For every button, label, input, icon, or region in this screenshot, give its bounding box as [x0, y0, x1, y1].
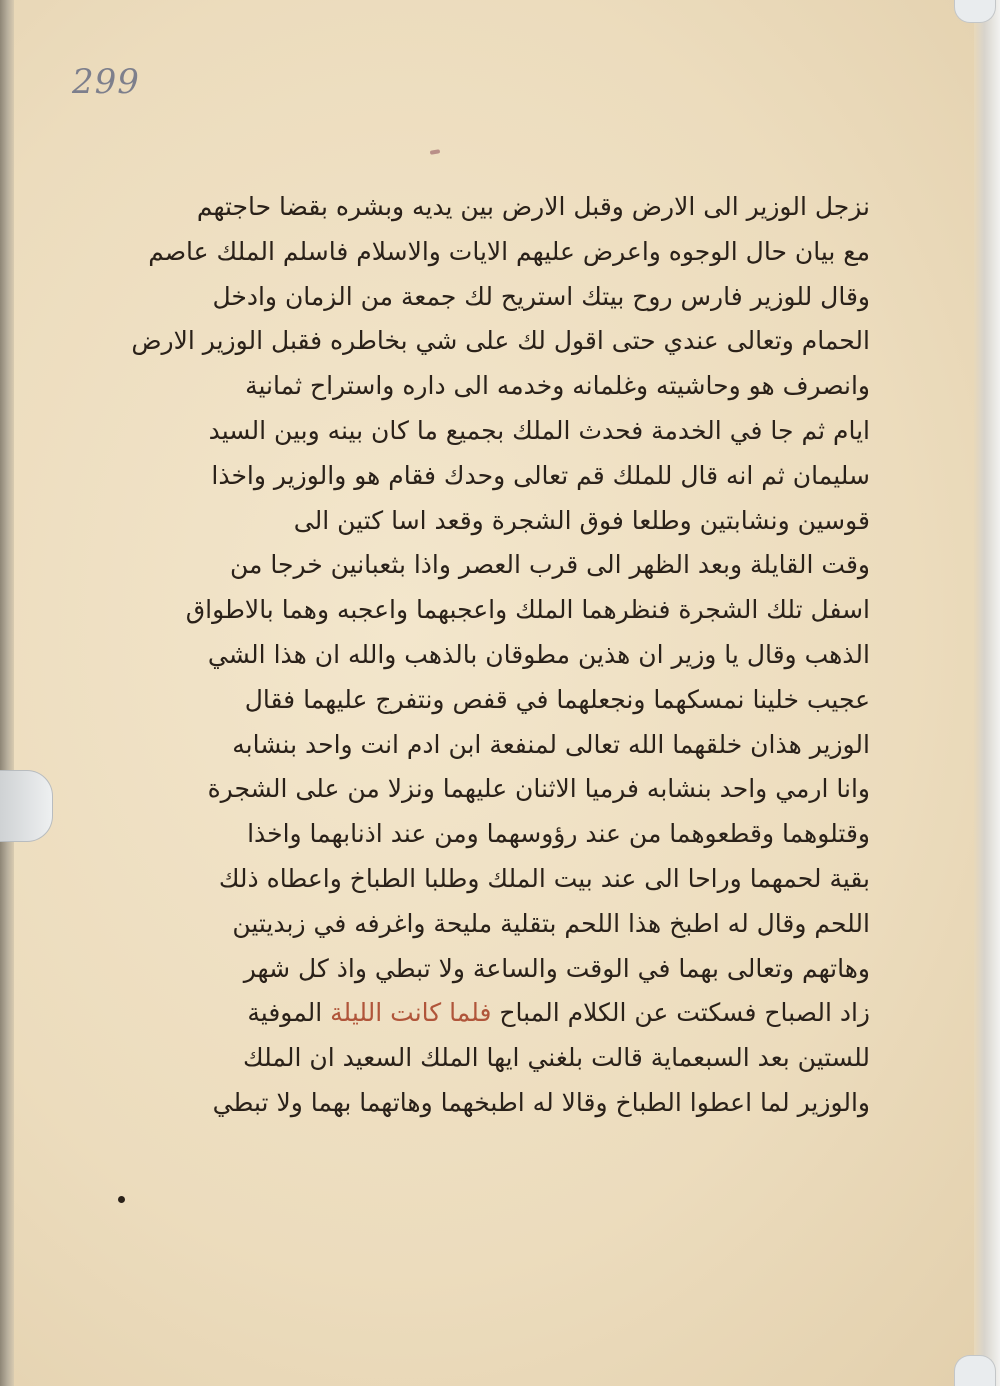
text-line: قوسين ونشابتين وطلعا فوق الشجرة وقعد اسا كتين الى: [293, 505, 870, 535]
text-line: وقتلوهما وقطعوهما من عند رؤوسهما ومن عند اذنابهما واخذا: [247, 819, 870, 849]
text-line: ايام ثم جا في الخدمة فحدث الملك بجميع ما كان بينه وبين السيد: [208, 415, 870, 445]
top-clip: [954, 0, 996, 23]
folio-number: 299: [72, 62, 140, 102]
text-line: عجيب خلينا نمسكهما ونجعلهما في قفص ونتفرج عليهما فقال: [244, 684, 870, 714]
text-line: للستين بعد السبعماية قالت بلغني ايها الملك السعيد ان الملك: [243, 1043, 870, 1073]
text-line: اسفل تلك الشجرة فنظرهما الملك واعجبهما واعجبه وهما بالاطواق: [185, 595, 870, 625]
text-line: الحمام وتعالى عندي حتى اقول لك على شي بخاطره فقبل الوزير الارض: [131, 326, 870, 356]
rubric-text: فلما كانت الليلة: [330, 998, 492, 1028]
text-line: وقال للوزير فارس روح بيتك استريح لك جمعة من الزمان وادخل: [212, 281, 870, 311]
binding-clip: [0, 770, 53, 842]
page-gutter: [0, 0, 14, 1386]
text-line: والوزير لما اعطوا الطباخ وقالا له اطبخهما وهاتهما بهما ولا تبطي: [212, 1087, 870, 1117]
text-line: وقت القايلة وبعد الظهر الى قرب العصر واذا بثعبانين خرجا من: [230, 550, 870, 580]
text-line: مع بيان حال الوجوه واعرض عليهم الايات والاسلام فاسلم الملك عاصم: [148, 236, 870, 266]
text-line: زاد الصباح فسكتت عن الكلام المباح فلما كانت الليلة الموفية: [247, 998, 870, 1028]
bottom-clip: [954, 1355, 996, 1386]
manuscript-text: [131, 185, 870, 1126]
text-line: الوزير هذان خلقهما الله تعالى لمنفعة ابن ادم انت واحد بنشابه: [232, 729, 870, 759]
text-line: وانا ارمي واحد بنشابه فرميا الاثنان عليهما ونزلا من على الشجرة: [207, 774, 870, 804]
text-line: الذهب وقال يا وزير ان هذين مطوقان بالذهب والله ان هذا الشي: [207, 639, 870, 669]
text-line: نزجل الوزير الى الارض وقبل الارض بين يديه وبشره بقضا حاجتهم: [196, 192, 870, 221]
text-line: وانصرف هو وحاشيته وغلمانه وخدمه الى داره واستراح ثمانية: [245, 371, 870, 401]
ink-stain: [430, 149, 441, 155]
text-line: بقية لحمهما وراحا الى عند بيت الملك وطلبا الطباخ واعطاه ذلك: [218, 863, 870, 893]
page-edge: [974, 0, 1000, 1386]
ink-dot: [118, 1196, 125, 1203]
text-line: سليمان ثم انه قال للملك قم تعالى وحدك فقام هو والوزير واخذا: [211, 460, 870, 490]
text-line: اللحم وقال له اطبخ هذا اللحم بتقلية مليحة واغرفه في زبديتين: [232, 908, 870, 938]
text-line: وهاتهم وتعالى بهما في الوقت والساعة ولا تبطي واذ كل شهر: [243, 953, 870, 983]
